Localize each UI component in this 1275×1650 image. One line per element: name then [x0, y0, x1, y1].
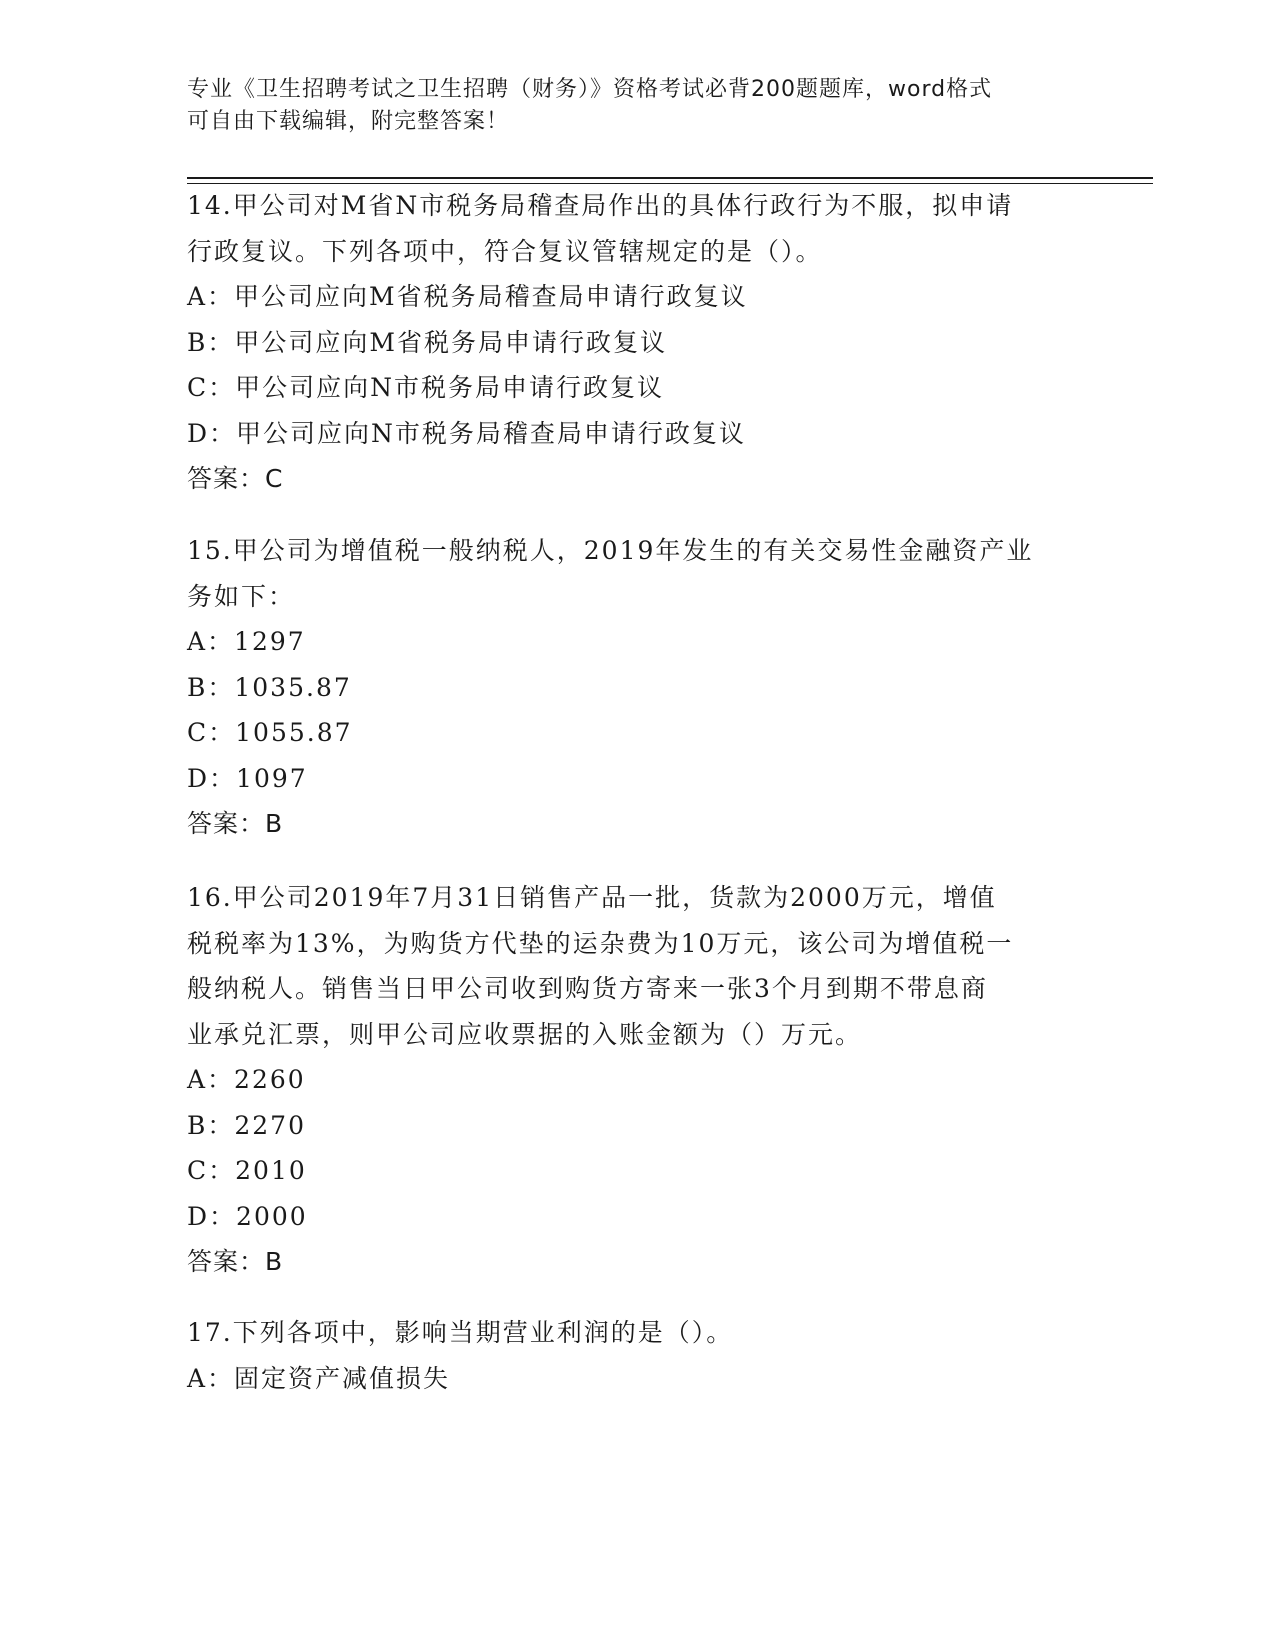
- option-c: C：2010: [187, 1156, 307, 1185]
- question-text: 16.甲公司2019年7月31日销售产品一批，货款为2000万元，增值: [187, 883, 997, 912]
- header-subtitle-line: 可自由下载编辑，附完整答案！: [187, 109, 510, 134]
- header-divider-thick: [187, 177, 1153, 179]
- question-text: 般纳税人。销售当日甲公司收到购货方寄来一张3个月到期不带息商: [187, 974, 988, 1003]
- option-a: A：1297: [187, 627, 306, 656]
- option-c: C：1055.87: [187, 718, 353, 747]
- option-a: A：固定资产减值损失: [187, 1363, 451, 1393]
- answer-line: 答案：B: [187, 809, 284, 838]
- option-b: B：甲公司应向M省税务局申请行政复议: [187, 327, 667, 357]
- question-text: 17.下列各项中，影响当期营业利润的是（）。: [187, 1318, 734, 1347]
- answer-line: 答案：C: [187, 464, 284, 493]
- question-text: 务如下：: [187, 581, 296, 611]
- option-d: D：2000: [187, 1201, 308, 1231]
- question-text: 14.甲公司对M省N市税务局稽查局作出的具体行政行为不服，拟申请: [187, 191, 1014, 220]
- question-text: 15.甲公司为增值税一般纳税人，2019年发生的有关交易性金融资产业: [187, 536, 1034, 565]
- option-d: D：甲公司应向N市税务局稽查局申请行政复议: [187, 418, 746, 448]
- option-a: A：2260: [187, 1065, 306, 1094]
- question-block-15: [187, 528, 1087, 847]
- option-a: A：甲公司应向M省税务局稽查局申请行政复议: [187, 282, 748, 311]
- option-c: C：甲公司应向N市税务局申请行政复议: [187, 373, 665, 402]
- option-b: B：1035.87: [187, 672, 352, 702]
- question-block-17: [187, 1310, 1087, 1401]
- question-block-16: [187, 875, 1087, 1285]
- option-d: D：1097: [187, 763, 308, 793]
- header-title-line: 专业《卫生招聘考试之卫生招聘（财务）》资格考试必背200题题库，word格式: [187, 77, 993, 102]
- option-b: B：2270: [187, 1110, 306, 1140]
- question-text: 税税率为13%，为购货方代垫的运杂费为10万元，该公司为增值税一: [187, 928, 1014, 958]
- document-header: [187, 74, 1067, 138]
- question-text: 业承兑汇票，则甲公司应收票据的入账金额为（）万元。: [187, 1019, 863, 1049]
- question-block-14: [187, 183, 1087, 502]
- question-text: 行政复议。下列各项中，符合复议管辖规定的是（）。: [187, 236, 823, 266]
- answer-line: 答案：B: [187, 1247, 284, 1276]
